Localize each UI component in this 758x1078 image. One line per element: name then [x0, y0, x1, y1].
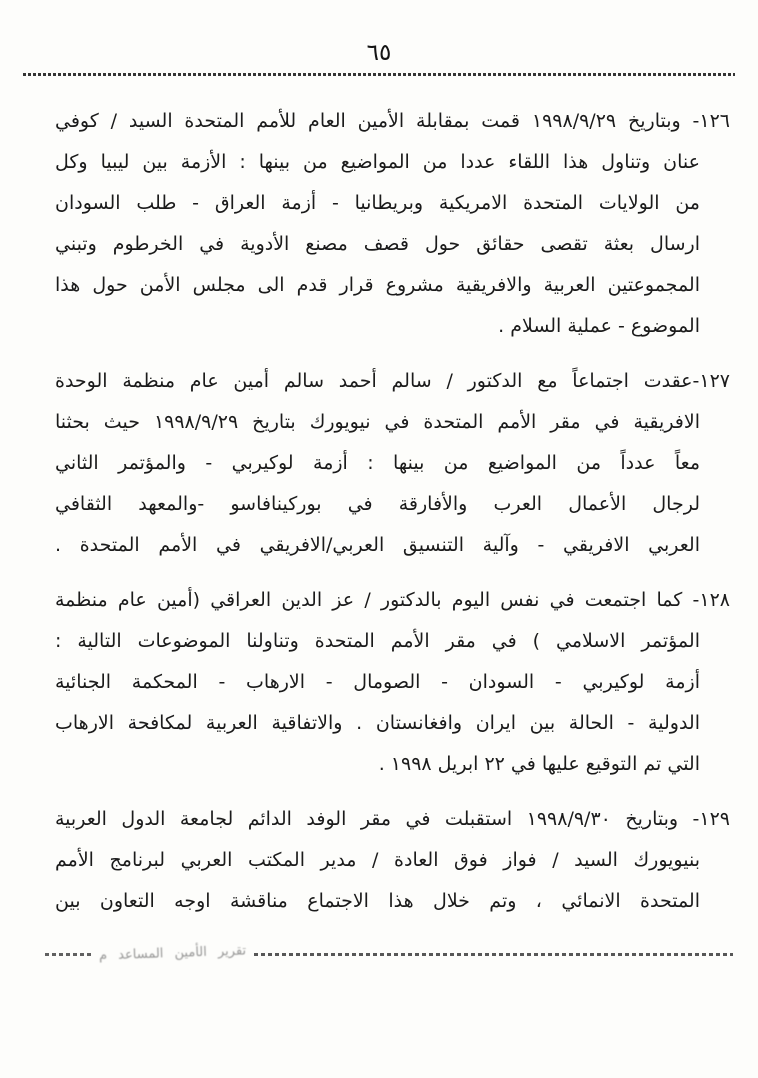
text-line: عنان وتناول هذا اللقاء عددا من المواضيع من بينها : الأزمة بين ليبيا وكل	[55, 151, 700, 173]
footer-dash-segment	[45, 953, 91, 956]
text-line: ١٢٨- كما اجتمعت في نفس اليوم بالدكتور / عز الدين العراقي (أمين عام منظمة	[55, 589, 730, 611]
paragraph-127	[55, 361, 730, 566]
text-line: الموضوع - عملية السلام .	[498, 315, 700, 337]
text-line: العربي الافريقي - وآلية التنسيق العربي/الافريقي في الأمم المتحدة .	[55, 534, 700, 556]
text-line: المتحدة الانمائي ، وتم خلال هذا الاجتماع مناقشة اوجه التعاون بين	[55, 890, 700, 912]
footer-dashed-rule	[254, 953, 733, 956]
text-line: ١٢٦- وبتاريخ ١٩٩٨/٩/٢٩ قمت بمقابلة الأمين العام للأمم المتحدة السيد / كوفي	[55, 110, 731, 132]
text-line: المؤتمر الاسلامي ) في مقر الأمم المتحدة وتناولنا الموضوعات التالية :	[55, 630, 700, 652]
text-line: لرجال الأعمال العرب والأفارقة في بوركينافاسو -والمعهد الثقافي	[55, 493, 700, 515]
text-line: معاً عدداً من المواضيع من بينها : أزمة لوكيربي - والمؤتمر الثاني	[55, 452, 700, 474]
text-line: ارسال بعثة تقصى حقائق حول قصف مصنع الأدوية في الخرطوم وتبني	[55, 233, 700, 255]
text-line: الدولية - الحالة بين ايران وافغانستان . والاتفاقية العربية لمكافحة الارهاب	[55, 712, 700, 734]
text-line: المجموعتين العربية والافريقية مشروع قرار قدم الى مجلس الأمن حول هذا	[55, 274, 700, 296]
header-rule	[23, 73, 735, 76]
text-line: بنيويورك السيد / فواز فوق العادة / مدير المكتب العربي لبرنامج الأمم	[55, 849, 700, 871]
paragraph-126	[55, 101, 730, 347]
page-header	[0, 0, 758, 76]
text-line: ١٢٩- وبتاريخ ١٩٩٨/٩/٣٠ استقبلت في مقر الوفد الدائم لجامعة الدول العربية	[55, 808, 730, 830]
text-line: ١٢٧-عقدت اجتماعاً مع الدكتور / سالم أحمد سالم أمين عام منظمة الوحدة	[55, 370, 730, 392]
document-body	[55, 101, 730, 922]
footer-faded-stamp: تقرير الأمين المساعد م	[98, 943, 247, 964]
text-line: من الولايات المتحدة الامريكية وبريطانيا - أزمة العراق - طلب السودان	[55, 192, 700, 214]
paragraph-129	[55, 799, 730, 922]
text-line: أزمة لوكيربي - السودان - الصومال - الارهاب - المحكمة الجنائية	[55, 671, 700, 693]
text-line: الافريقية في مقر الأمم المتحدة في نيويورك بتاريخ ١٩٩٨/٩/٢٩ حيث بحثنا	[55, 411, 700, 433]
paragraph-128	[55, 580, 730, 785]
page-number: ٦٥	[366, 40, 392, 66]
text-line: التي تم التوقيع عليها في ٢٢ ابريل ١٩٩٨ .	[378, 753, 700, 775]
page-footer	[45, 943, 733, 964]
